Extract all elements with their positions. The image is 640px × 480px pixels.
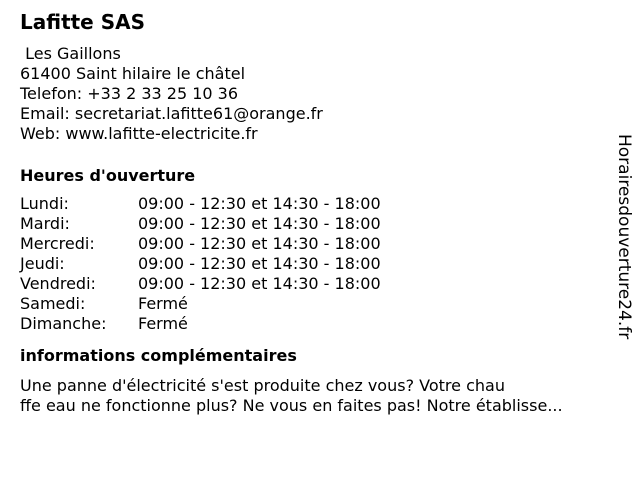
hours-time: 09:00 - 12:30 et 14:30 - 18:00: [138, 234, 381, 253]
hours-day: Mardi:: [20, 214, 70, 233]
hours-day: Jeudi:: [20, 254, 65, 273]
hours-time: Fermé: [138, 294, 188, 313]
hours-row: [20, 234, 381, 254]
hours-day: Mercredi:: [20, 234, 95, 253]
hours-day: Samedi:: [20, 294, 86, 313]
contact-block: [20, 44, 600, 144]
site-watermark: Horairesdouverture24.fr: [614, 134, 634, 340]
email-line: Email: secretariat.lafitte61@orange.fr: [20, 104, 323, 123]
hours-time: 09:00 - 12:30 et 14:30 - 18:00: [138, 214, 381, 233]
web-line: Web: www.lafitte-electricite.fr: [20, 124, 258, 143]
opening-hours-table: [20, 194, 381, 334]
opening-hours-heading: Heures d'ouverture: [20, 166, 196, 185]
hours-day: Dimanche:: [20, 314, 107, 333]
address-city: 61400 Saint hilaire le châtel: [20, 64, 246, 83]
additional-info-heading: informations complémentaires: [20, 346, 297, 365]
hours-row: [20, 314, 381, 334]
hours-row: [20, 294, 381, 314]
hours-time: 09:00 - 12:30 et 14:30 - 18:00: [138, 254, 381, 273]
hours-day: Lundi:: [20, 194, 69, 213]
phone-line: Telefon: +33 2 33 25 10 36: [20, 84, 239, 103]
info-line: ffe eau ne fonctionne plus? Ne vous en faites pas! Notre établisse...: [20, 396, 563, 415]
hours-time: 09:00 - 12:30 et 14:30 - 18:00: [138, 194, 381, 213]
hours-time: 09:00 - 12:30 et 14:30 - 18:00: [138, 274, 381, 293]
hours-row: [20, 274, 381, 294]
business-card: [20, 8, 600, 416]
address-street: Les Gaillons: [20, 44, 121, 63]
hours-time: Fermé: [138, 314, 188, 333]
info-line: Une panne d'électricité s'est produite chez vous? Votre chau: [20, 376, 505, 395]
hours-row: [20, 214, 381, 234]
hours-row: [20, 194, 381, 214]
company-name: Lafitte SAS: [20, 10, 145, 34]
hours-day: Vendredi:: [20, 274, 96, 293]
additional-info-text: [20, 376, 600, 416]
hours-row: [20, 254, 381, 274]
